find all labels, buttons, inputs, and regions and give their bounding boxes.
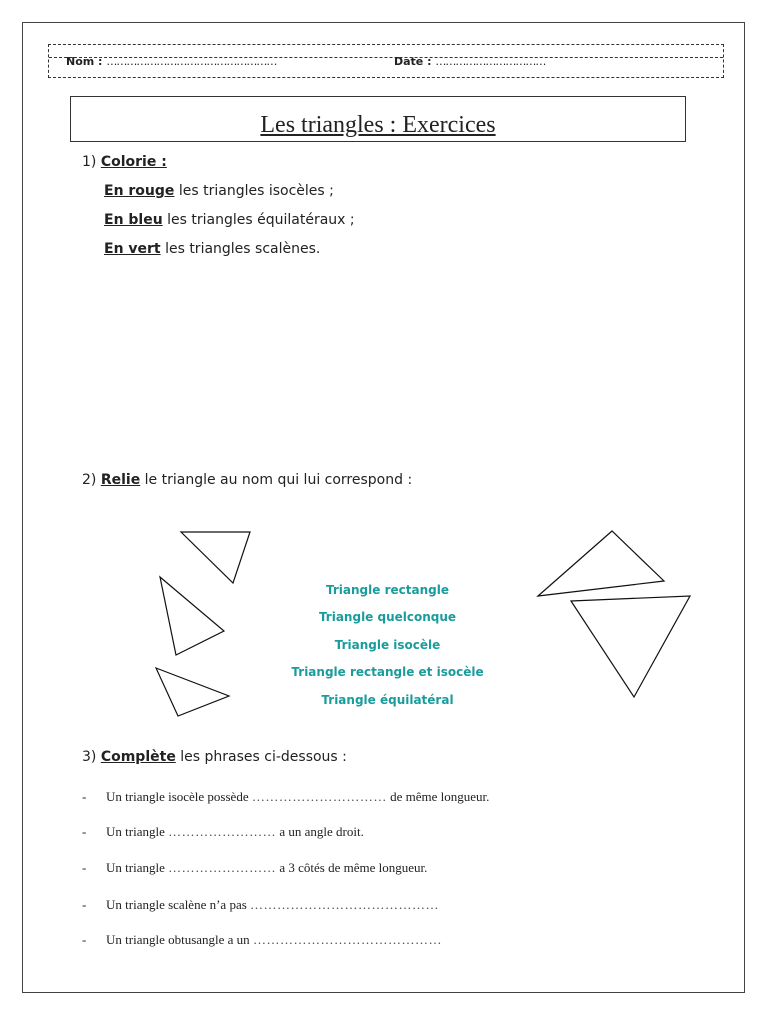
sentence-2-blank[interactable]: ……………………: [168, 824, 277, 839]
sentence-3-before: Un triangle: [106, 860, 169, 875]
name-triangle-quelconque[interactable]: Triangle quelconque: [318, 610, 457, 624]
bullet-dash: -: [82, 789, 87, 804]
bullet-dash: -: [82, 824, 87, 839]
ex1-number: 1): [82, 154, 97, 170]
sentence-3-after: a 3 côtés de même longueur.: [276, 860, 428, 875]
sentence-1-before: Un triangle isocèle possède: [106, 789, 252, 804]
ex3-heading: [82, 749, 347, 765]
ex3-number: 3): [82, 749, 97, 765]
nom-label: Nom :: [66, 55, 103, 68]
sentence-2: [82, 824, 364, 840]
sentence-2-before: Un triangle: [106, 824, 169, 839]
name-triangle-rectangle-isocele[interactable]: Triangle rectangle et isocèle: [291, 665, 484, 679]
ex1-title: Colorie :: [100, 154, 167, 170]
nom-blank: ……………………………………………: [106, 55, 277, 68]
ex1-key-blue: En bleu: [104, 212, 163, 228]
ex2-number: 2): [82, 472, 97, 488]
sentence-5-before: Un triangle obtusangle a un: [106, 932, 253, 947]
sentence-4-before: Un triangle scalène n’a pas: [106, 897, 251, 912]
sentence-2-after: a un angle droit.: [276, 824, 364, 839]
ex1-text-blue: les triangles équilatéraux ;: [162, 212, 355, 228]
page-title: Les triangles : Exercices: [260, 112, 496, 138]
triangle-shape-2[interactable]: [160, 577, 224, 655]
ex1-key-green: En vert: [104, 241, 161, 257]
sentence-4-blank[interactable]: ……………………………………: [250, 897, 440, 912]
sentence-1: [82, 789, 489, 805]
name-triangle-isocele[interactable]: Triangle isocèle: [334, 638, 441, 652]
name-triangle-equilateral[interactable]: Triangle équilatéral: [321, 693, 454, 707]
bullet-dash: -: [82, 860, 87, 875]
name-triangle-rectangle[interactable]: Triangle rectangle: [326, 583, 449, 597]
sentence-4: [82, 897, 439, 913]
sentence-5: [82, 932, 442, 948]
ex2-text: le triangle au nom qui lui correspond :: [140, 472, 413, 488]
ex3-title: Complète: [100, 749, 176, 765]
triangle-shape-5[interactable]: [571, 596, 690, 697]
ex2-title: Relie: [100, 472, 141, 488]
triangle-shape-3[interactable]: [156, 668, 229, 716]
sentence-3: [82, 860, 427, 876]
sentence-1-blank[interactable]: …………………………: [251, 789, 387, 804]
sentence-1-after: de même longueur.: [386, 789, 490, 804]
bullet-dash: -: [82, 932, 87, 947]
ex1-text-green: les triangles scalènes.: [160, 241, 321, 257]
sentence-5-blank[interactable]: ……………………………………: [252, 932, 442, 947]
ex1-text-red: les triangles isocèles ;: [174, 183, 334, 199]
date-blank: ……………………………: [435, 55, 546, 68]
sentence-3-blank[interactable]: ……………………: [168, 860, 277, 875]
ex1-key-red: En rouge: [104, 183, 175, 199]
ex3-text: les phrases ci-dessous :: [175, 749, 347, 765]
bullet-dash: -: [82, 897, 87, 912]
triangle-shape-1[interactable]: [181, 532, 250, 583]
triangle-shape-4[interactable]: [538, 531, 664, 596]
date-label: Date :: [394, 55, 432, 68]
